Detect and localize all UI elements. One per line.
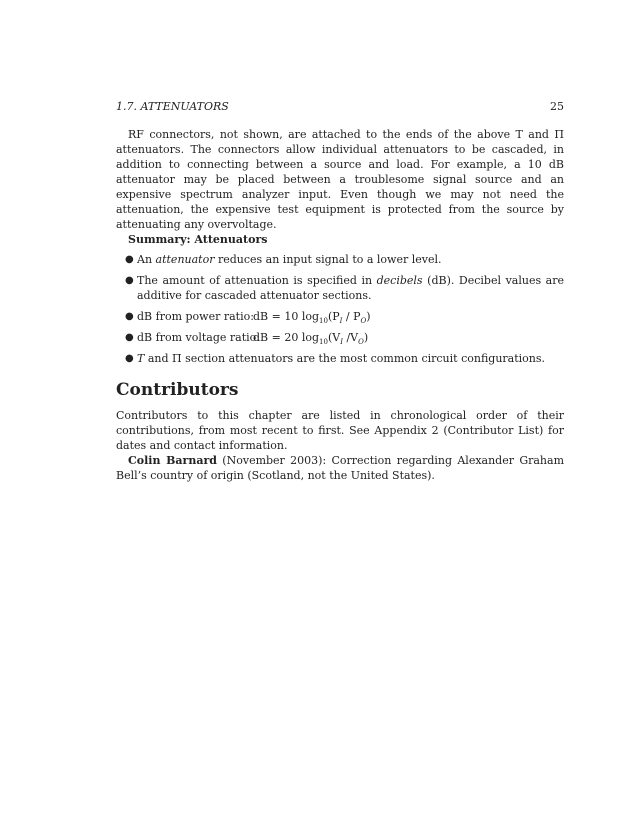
summary-item <box>116 351 564 366</box>
contributor-entry <box>116 453 564 483</box>
header-page-number: 25 <box>550 100 564 113</box>
contributors-heading: Contributors <box>116 380 239 400</box>
summary-item-text: The amount of attenuation is specified in decibels (dB). Decibel values are additive for cascaded attenuator sections. <box>137 274 564 302</box>
summary-item <box>116 273 564 303</box>
header-section-title: 1.7. ATTENUATORS <box>116 100 229 113</box>
contributor-name: Colin Barnard <box>128 454 217 467</box>
voltage-ratio-formula: dB from voltage ratio:dB = 20 $\log_{10}(V_I$ $/V_O$) <box>137 331 369 346</box>
summary-list <box>116 252 564 366</box>
summary-item <box>116 330 564 345</box>
contributors-intro: Contributors to this chapter are listed in chronological order of their contributions, from most recent to first. See Appendix 2 (Contributor List) for dates and contact information. <box>116 409 564 452</box>
summary-item <box>116 309 564 324</box>
summary-item-text: An attenuator reduces an input signal to a lower level. <box>137 253 442 266</box>
formula-label: dB from voltage ratio: <box>137 331 260 344</box>
bullet-dot-icon: ● <box>125 254 134 265</box>
summary-title: Summary: Attenuators <box>128 233 268 246</box>
bullet-dot-icon: ● <box>125 275 134 286</box>
bullet-dot-icon: ● <box>125 332 134 343</box>
intro-paragraph: RF connectors, not shown, are attached to the ends of the above T and Π attenuators. The connectors allow individual attenuators to be cascaded, in addition to connecting between a source and load. For example, a 10 dB attenuator may be placed between a troublesome signal source and an expensive spectrum analyzer input. Even though we may not need the attenuation, the expensive test equipment is protected from the source by attenuating any overvoltage. <box>116 128 564 231</box>
term-decibels: decibels <box>376 274 423 287</box>
running-header <box>116 99 564 113</box>
formula-label: dB from power ratio: <box>137 310 254 323</box>
contributor-note: (November 2003): Correction regarding Alexander Graham Bell’s country of origin (Scotland, not the United States). <box>116 454 565 482</box>
summary-item-text: T and Π section attenuators are the most common circuit configurations. <box>137 352 546 365</box>
power-ratio-formula: dB from power ratio:dB = 10 $\log_{10}(P_I / P_O)$ <box>137 310 371 325</box>
bullet-dot-icon: ● <box>125 353 134 364</box>
bullet-dot-icon: ● <box>125 311 134 322</box>
page-body <box>116 127 564 483</box>
summary-item <box>116 252 564 267</box>
term-attenuator: attenuator <box>155 253 215 266</box>
